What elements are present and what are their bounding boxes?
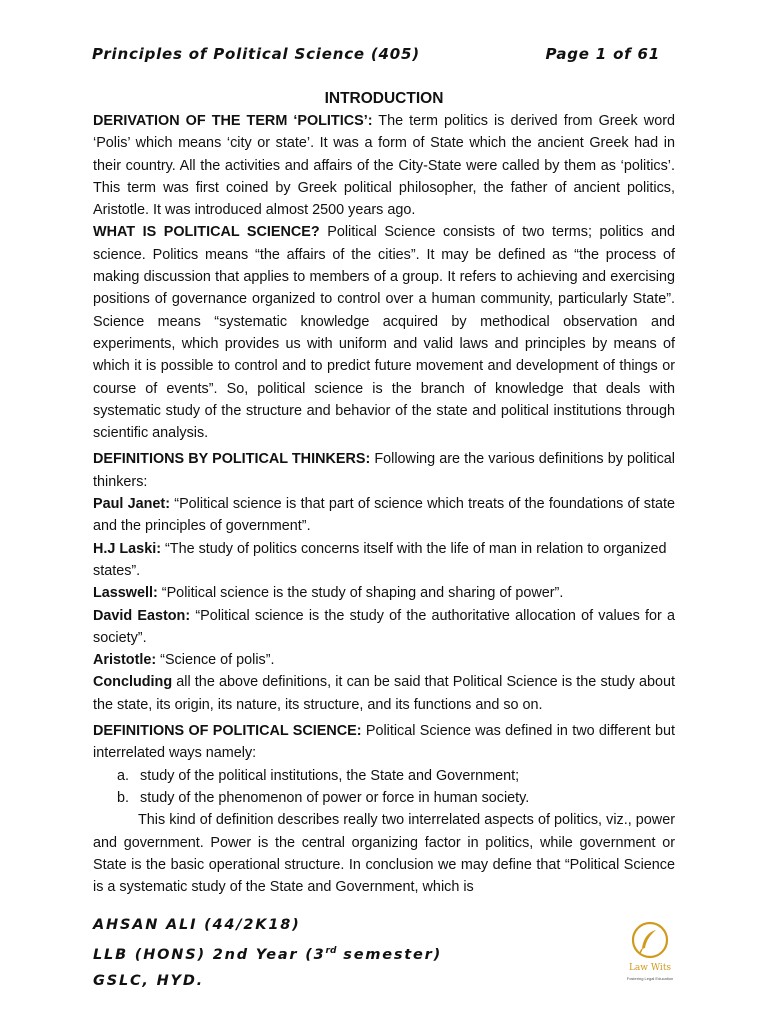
text-what-is: Political Science consists of two terms; politics and science. Politics means “the affairs of the cities”. It may be defined as “the process of making discussion that applies to members of a group. It refers to achieving and exercising positions of governance organized to control over a human community, particularly State”. Science means “systematic knowledge acquired by methodical observation and experiments, which provides us with uniform and valid laws and principles by means of which it is possible to control and to predict future movement and development of things or course of events”. So, political science is the branch of knowledge that deals with systematic study of the structure and behavior of the state and political institutions through scientific analysis. xyxy=(93,224,675,442)
definition-lasswell xyxy=(93,582,675,604)
quill-icon xyxy=(612,918,688,964)
document-body xyxy=(93,88,675,898)
page-number: Page 1 of 61 xyxy=(545,45,660,63)
author-name: AHSAN ALI (44/2K18) xyxy=(93,917,301,933)
thinker-quote: “Science of polis”. xyxy=(156,652,275,669)
paragraph-thinkers xyxy=(93,448,675,493)
paragraph-derivation xyxy=(93,110,675,221)
page-title: INTRODUCTION xyxy=(324,90,444,107)
list-item xyxy=(93,765,675,787)
law-wits-logo xyxy=(612,918,688,988)
thinker-name: David Easton: xyxy=(93,607,191,624)
text-thinkers: Following are the various definitions by political thinkers: xyxy=(93,451,675,490)
program-superscript: rd xyxy=(325,946,337,956)
thinker-name: Lasswell: xyxy=(93,585,158,602)
heading-definitions: DEFINITIONS OF POLITICAL SCIENCE: xyxy=(93,723,362,740)
list-item-text: study of the phenomenon of power or force in human society. xyxy=(140,789,530,806)
college-name: GSLC, HYD. xyxy=(93,972,204,989)
heading-thinkers: DEFINITIONS BY POLITICAL THINKERS: xyxy=(93,451,371,468)
program-line xyxy=(93,938,442,968)
list-marker: a. xyxy=(116,767,129,784)
program-text-end: semester) xyxy=(336,946,443,963)
text-concluding: all the above definitions, it can be said that Political Science is the study about the state, its origin, its nature, its structure, and its functions and so on. xyxy=(93,674,675,713)
definition-easton xyxy=(93,605,675,650)
definitions-list xyxy=(93,765,675,810)
paragraph-closing: This kind of definition describes really two interrelated aspects of politics, viz., power and government. Power is the central organizing factor in politics, while government or State is the basic operational structure. In conclusion we may define that “Political Science is a systematic study of the State and Government, which is xyxy=(93,812,675,896)
paragraph-definitions xyxy=(93,720,675,765)
heading-derivation: DERIVATION OF THE TERM ‘POLITICS’: xyxy=(93,113,373,129)
thinker-name: H.J Laski: xyxy=(93,540,161,557)
definition-paul-janet xyxy=(93,493,675,538)
paragraph-what-is xyxy=(93,221,675,444)
logo-tagline: Fostering Legal Education xyxy=(626,976,674,981)
list-item xyxy=(93,787,675,809)
program-text: LLB (HONS) 2nd Year (3 xyxy=(93,946,326,963)
logo-brand-text: Law Wits xyxy=(628,963,672,973)
course-title: Principles of Political Science (405) xyxy=(92,45,420,63)
thinker-name: Paul Janet: xyxy=(93,496,171,513)
page-footer xyxy=(93,912,442,994)
heading-concluding: Concluding xyxy=(93,674,173,691)
thinker-quote: “The study of politics concerns itself with the life of man in relation to organized states”. xyxy=(93,540,667,579)
definition-laski xyxy=(93,538,675,583)
heading-what-is: WHAT IS POLITICAL SCIENCE? xyxy=(93,224,320,241)
thinker-quote: “Political science is that part of science which treats of the foundations of state and the principles of government”. xyxy=(93,496,675,535)
thinker-quote: “Political science is the study of shaping and sharing of power”. xyxy=(157,585,564,602)
thinker-name: Aristotle: xyxy=(93,652,157,669)
thinker-quote: “Political science is the study of the authoritative allocation of values for a society”. xyxy=(93,607,675,646)
text-definitions: Political Science was defined in two different but interrelated ways namely: xyxy=(93,723,675,762)
list-item-text: study of the political institutions, the State and Government; xyxy=(140,767,520,784)
page-header xyxy=(92,45,660,63)
text-derivation: The term politics is derived from Greek word ‘Polis’ which means ‘city or state’. It was a form of State which the ancient Greek had in their country. All the activities and affairs of the City-State were called by them as ‘politics’. This term was first coined by Greek political philosopher, the father of ancient politics, Aristotle. It was introduced almost 2500 years ago. xyxy=(93,113,675,219)
definition-aristotle xyxy=(93,649,675,671)
paragraph-concluding xyxy=(93,671,675,716)
list-marker: b. xyxy=(116,789,129,806)
